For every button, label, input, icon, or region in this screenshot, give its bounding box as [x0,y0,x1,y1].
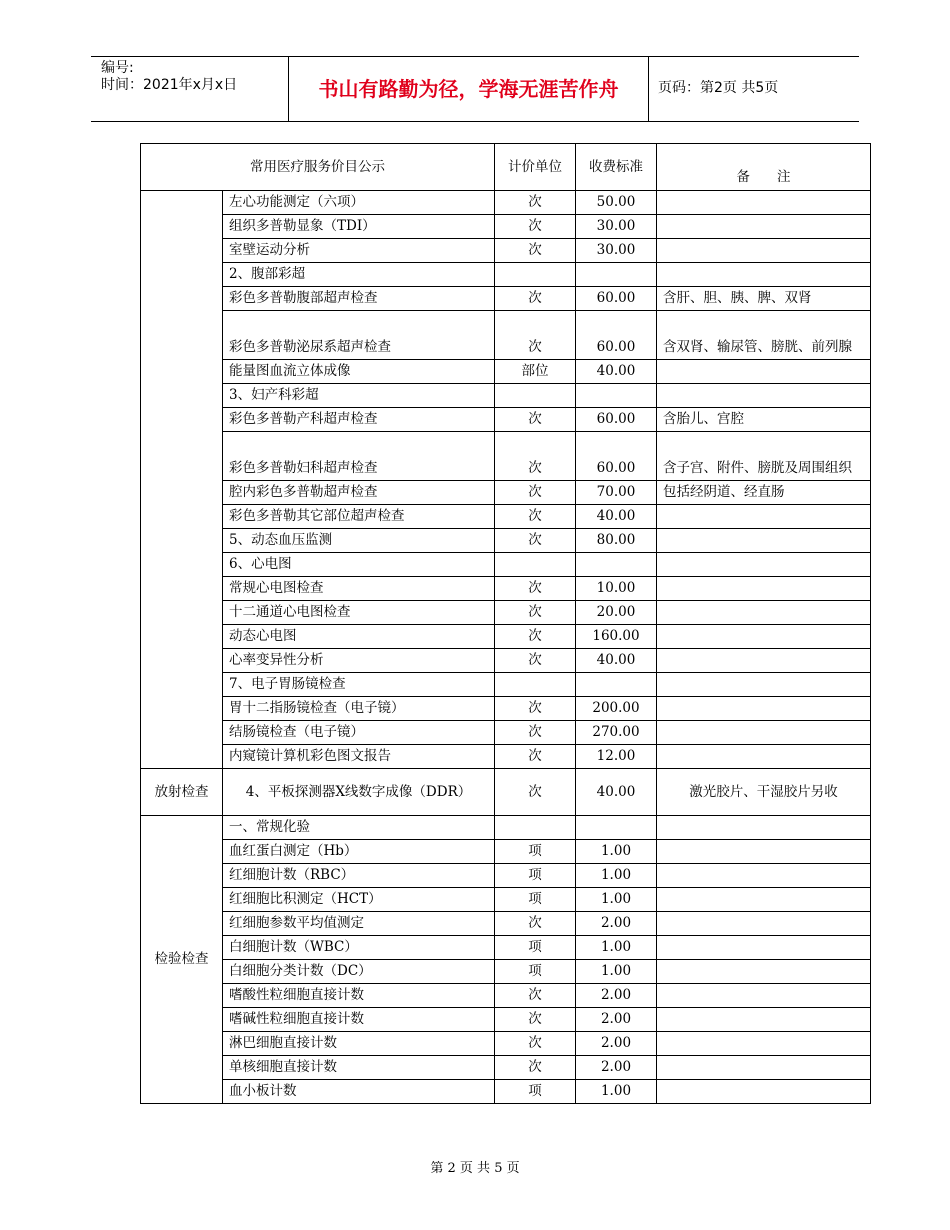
item-price: 30.00 [576,239,657,263]
page-footer: 第 2 页 共 5 页 [430,1161,520,1176]
table-row [141,745,871,769]
item-unit: 项 [495,960,576,984]
item-price: 70.00 [576,481,657,505]
item-unit: 次 [495,912,576,936]
table-row [141,529,871,553]
item-remark [657,1008,871,1032]
item-name: 白细胞计数（WBC） [223,936,495,960]
table-row [141,864,871,888]
item-unit: 次 [495,432,576,481]
header-page-info: 页码：第2页 共5页 [658,80,779,96]
item-name: 淋巴细胞直接计数 [223,1032,495,1056]
item-name: 能量图血流立体成像 [223,360,495,384]
table-row [141,697,871,721]
item-price: 2.00 [576,1032,657,1056]
table-row [141,769,871,816]
item-unit: 次 [495,287,576,311]
item-price: 40.00 [576,649,657,673]
item-remark [657,625,871,649]
item-unit: 次 [495,625,576,649]
item-price: 2.00 [576,912,657,936]
table-row [141,673,871,697]
item-name: 6、心电图 [223,553,495,577]
item-unit: 次 [495,481,576,505]
document-code-label: 编号: [101,60,134,76]
item-remark [657,745,871,769]
item-name: 红细胞计数（RBC） [223,864,495,888]
item-unit: 次 [495,505,576,529]
item-unit: 项 [495,840,576,864]
item-unit: 项 [495,936,576,960]
table-header-row [141,144,871,191]
item-remark [657,673,871,697]
item-unit [495,263,576,287]
item-price: 1.00 [576,1080,657,1104]
table-row [141,239,871,263]
document-time: 时间：2021年x月x日 [101,77,238,93]
table-row [141,816,871,840]
item-name: 一、常规化验 [223,816,495,840]
item-price: 270.00 [576,721,657,745]
remark-header: 备 注 [657,144,871,191]
item-name: 彩色多普勒其它部位超声检查 [223,505,495,529]
item-name: 血红蛋白测定（Hb） [223,840,495,864]
table-row [141,360,871,384]
item-name: 彩色多普勒妇科超声检查 [223,432,495,481]
table-row [141,649,871,673]
item-unit: 次 [495,215,576,239]
item-price: 1.00 [576,960,657,984]
item-remark [657,864,871,888]
item-price: 1.00 [576,840,657,864]
item-price: 1.00 [576,864,657,888]
item-unit [495,816,576,840]
item-remark [657,601,871,625]
item-name: 白细胞分类计数（DC） [223,960,495,984]
table-row [141,215,871,239]
item-unit: 部位 [495,360,576,384]
item-remark [657,360,871,384]
item-price [576,263,657,287]
item-remark [657,215,871,239]
item-price: 200.00 [576,697,657,721]
item-unit [495,553,576,577]
item-remark: 含双肾、输尿管、膀胱、前列腺 [657,311,871,360]
item-price: 160.00 [576,625,657,649]
table-row [141,577,871,601]
fee-table [140,143,871,1104]
item-price: 60.00 [576,287,657,311]
item-name: 室壁运动分析 [223,239,495,263]
table-row [141,191,871,215]
item-name: 十二通道心电图检查 [223,601,495,625]
item-name: 结肠镜检查（电子镜） [223,721,495,745]
item-price [576,384,657,408]
header-meta [101,60,237,94]
unit-header: 计价单位 [495,144,576,191]
item-remark [657,984,871,1008]
item-remark [657,384,871,408]
item-remark [657,840,871,864]
page-header [91,56,859,122]
item-unit: 次 [495,191,576,215]
item-name: 红细胞比积测定（HCT） [223,888,495,912]
item-name: 彩色多普勒泌尿系超声检查 [223,311,495,360]
item-price: 1.00 [576,888,657,912]
item-unit: 次 [495,577,576,601]
item-price: 12.00 [576,745,657,769]
item-price: 2.00 [576,1008,657,1032]
item-name: 2、腹部彩超 [223,263,495,287]
item-name: 嗜碱性粒细胞直接计数 [223,1008,495,1032]
table-row [141,960,871,984]
item-remark [657,721,871,745]
category-lab: 检验检查 [141,816,223,1104]
item-name: 7、电子胃肠镜检查 [223,673,495,697]
item-unit: 次 [495,721,576,745]
item-remark [657,816,871,840]
header-motto: 书山有路勤为径，学海无涯苦作舟 [318,77,619,101]
item-unit: 次 [495,311,576,360]
item-unit: 次 [495,697,576,721]
table-row [141,553,871,577]
category-radiology: 放射检查 [141,769,223,816]
item-unit: 次 [495,769,576,816]
item-name: 彩色多普勒产科超声检查 [223,408,495,432]
table-row [141,1008,871,1032]
table-row [141,287,871,311]
item-remark [657,960,871,984]
item-remark [657,1056,871,1080]
table-row [141,311,871,360]
item-unit: 次 [495,745,576,769]
item-unit [495,384,576,408]
item-unit: 次 [495,1032,576,1056]
table-row [141,481,871,505]
table-row [141,936,871,960]
table-row [141,1032,871,1056]
header-divider [648,57,649,121]
item-remark [657,191,871,215]
item-name: 动态心电图 [223,625,495,649]
item-name: 内窥镜计算机彩色图文报告 [223,745,495,769]
table-row [141,1056,871,1080]
item-name: 血小板计数 [223,1080,495,1104]
item-name: 常规心电图检查 [223,577,495,601]
item-price: 80.00 [576,529,657,553]
table-row [141,384,871,408]
item-remark [657,936,871,960]
item-unit: 次 [495,649,576,673]
item-price: 40.00 [576,769,657,816]
item-name: 彩色多普勒腹部超声检查 [223,287,495,311]
table-row [141,912,871,936]
item-unit: 次 [495,1056,576,1080]
item-price: 20.00 [576,601,657,625]
table-row [141,263,871,287]
table-row [141,432,871,481]
item-name: 红细胞参数平均值测定 [223,912,495,936]
item-unit: 次 [495,601,576,625]
item-name: 组织多普勒显象（TDI） [223,215,495,239]
item-price: 1.00 [576,936,657,960]
item-price: 60.00 [576,408,657,432]
fee-header: 收费标准 [576,144,657,191]
item-price: 40.00 [576,505,657,529]
category-blank [141,191,223,769]
item-name: 3、妇产科彩超 [223,384,495,408]
table-row [141,840,871,864]
item-name: 5、动态血压监测 [223,529,495,553]
item-remark: 激光胶片、干湿胶片另收 [657,769,871,816]
item-unit: 项 [495,864,576,888]
item-price [576,553,657,577]
item-price: 50.00 [576,191,657,215]
item-remark [657,1032,871,1056]
item-unit: 次 [495,984,576,1008]
item-price [576,673,657,697]
table-title: 常用医疗服务价目公示 [141,144,495,191]
item-remark [657,529,871,553]
item-name: 嗜酸性粒细胞直接计数 [223,984,495,1008]
item-name: 胃十二指肠镜检查（电子镜） [223,697,495,721]
item-remark [657,1080,871,1104]
item-name: 4、平板探测器X线数字成像（DDR） [223,769,495,816]
item-remark [657,239,871,263]
item-unit: 次 [495,529,576,553]
item-price: 2.00 [576,984,657,1008]
item-remark [657,577,871,601]
item-unit: 项 [495,888,576,912]
item-remark [657,888,871,912]
item-remark [657,263,871,287]
item-unit: 次 [495,239,576,263]
item-price: 60.00 [576,432,657,481]
item-name: 左心功能测定（六项） [223,191,495,215]
item-remark [657,697,871,721]
item-remark: 含胎儿、宫腔 [657,408,871,432]
item-name: 腔内彩色多普勒超声检查 [223,481,495,505]
table-row [141,625,871,649]
item-name: 单核细胞直接计数 [223,1056,495,1080]
item-price [576,816,657,840]
item-remark [657,505,871,529]
table-row [141,408,871,432]
item-price: 2.00 [576,1056,657,1080]
table-row [141,505,871,529]
item-unit [495,673,576,697]
table-row [141,984,871,1008]
item-unit: 项 [495,1080,576,1104]
table-row [141,888,871,912]
table-row [141,601,871,625]
item-unit: 次 [495,408,576,432]
item-remark [657,649,871,673]
item-remark: 含子宫、附件、膀胱及周围组织 [657,432,871,481]
item-remark [657,553,871,577]
table-row [141,1080,871,1104]
item-price: 10.00 [576,577,657,601]
item-remark [657,912,871,936]
item-unit: 次 [495,1008,576,1032]
item-remark: 包括经阴道、经直肠 [657,481,871,505]
item-price: 40.00 [576,360,657,384]
item-price: 60.00 [576,311,657,360]
item-remark: 含肝、胆、胰、脾、双肾 [657,287,871,311]
item-price: 30.00 [576,215,657,239]
table-row [141,721,871,745]
item-name: 心率变异性分析 [223,649,495,673]
